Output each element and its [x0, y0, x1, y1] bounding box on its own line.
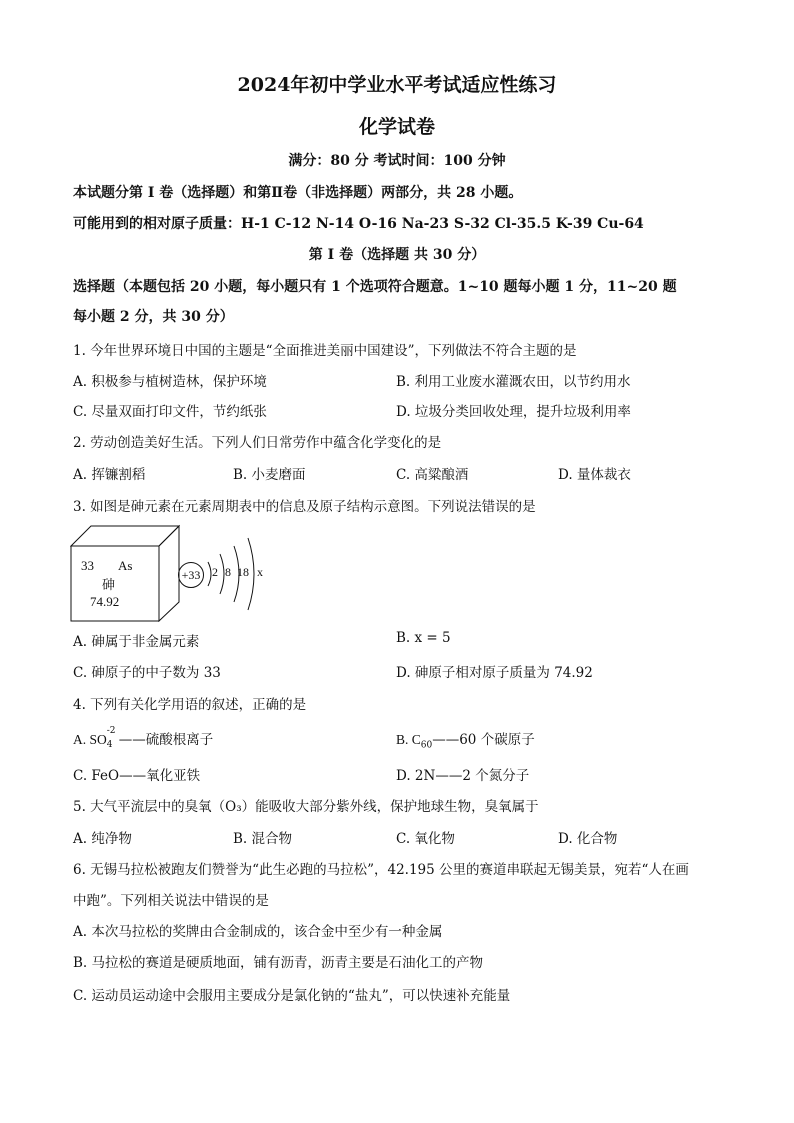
- question-6-option-a: A. 本次马拉松的奖牌由合金制成的，该合金中至少有一种金属: [73, 924, 443, 940]
- question-3-option-d: D. 砷原子相对原子质量为 74.92: [396, 665, 593, 681]
- question-1-option-a: A. 积极参与植树造林，保护环境: [73, 374, 267, 390]
- nucleus: +33: [178, 562, 204, 588]
- exam-title: 2024年初中学业水平考试适应性练习: [237, 74, 557, 96]
- periodic-table-cell: [70, 522, 180, 622]
- question-1-stem: 1. 今年世界环境日中国的主题是“全面推进美丽中国建设”，下列做法不符合主题的是: [73, 343, 577, 359]
- question-3-option-a: A. 砷属于非金属元素: [73, 634, 200, 650]
- element-name: 砷: [102, 578, 116, 593]
- atomic-mass: 74.92: [90, 594, 120, 609]
- question-5-option-c: C. 氧化物: [396, 831, 455, 847]
- question-5-stem: 5. 大气平流层中的臭氧（O₃）能吸收大部分紫外线，保护地球生物，臭氧属于: [73, 799, 539, 815]
- subscript-60: 60: [420, 740, 433, 751]
- atomic-structure-diagram: [176, 532, 276, 612]
- question-3-option-b: B. x = 5: [396, 630, 451, 646]
- question-6-option-b: B. 马拉松的赛道是硬质地面，铺有沥青，沥青主要是石油化工的产物: [73, 955, 484, 971]
- question-2-stem: 2. 劳动创造美好生活。下列人们日常劳作中蕴含化学变化的是: [73, 435, 442, 451]
- atomic-masses-line: 可能用到的相对原子质量：H-1 C-12 N-14 O-16 Na-23 S-32 Cl-35.5 K-39 Cu-64: [73, 216, 644, 232]
- section-instruction-1: 选择题（本题包括 20 小题，每小题只有 1 个选项符合题意。1~10 题每小题 1 分，11~20 题: [73, 279, 677, 295]
- intro-line-1: 本试题分第 I 卷（选择题）和第Ⅱ卷（非选择题）两部分，共 28 小题。: [73, 185, 523, 201]
- option-b-formula: B. C: [396, 732, 421, 747]
- question-4-option-c: C. FeO——氧化亚铁: [73, 768, 201, 784]
- question-4-option-b: [396, 728, 535, 751]
- question-6-option-c: C. 运动员运动途中会服用主要成分是氯化钠的“盐丸”，可以快速补充能量: [73, 988, 511, 1004]
- shell-2-electrons: 8: [225, 565, 231, 579]
- charge-superscript: -2: [106, 725, 116, 736]
- question-5-option-b: B. 混合物: [233, 831, 293, 847]
- shell-3-electrons: 18: [237, 565, 249, 579]
- question-5-option-a: A. 纯净物: [73, 831, 132, 847]
- section-instruction-2: 每小题 2 分，共 30 分）: [73, 309, 234, 325]
- question-4-option-d: D. 2N——2 个氮分子: [396, 768, 530, 784]
- shell-4-electrons: x: [257, 565, 263, 579]
- question-1-option-c: C. 尽量双面打印文件，节约纸张: [73, 404, 267, 420]
- question-2-option-d: D. 量体裁衣: [558, 467, 631, 483]
- element-symbol: As: [118, 558, 133, 573]
- option-b-text: ——60 个碳原子: [432, 732, 535, 748]
- question-2-option-c: C. 高粱酿酒: [396, 467, 469, 483]
- question-6-stem-line-2: 中跑”。下列相关说法中错误的是: [73, 893, 269, 909]
- option-a-formula: A. SO: [73, 732, 107, 747]
- question-5-option-d: D. 化合物: [558, 831, 618, 847]
- question-2-option-a: A. 挥镰割稻: [73, 467, 146, 483]
- exam-meta: 满分：80 分 考试时间：100 分钟: [288, 153, 506, 169]
- question-2-option-b: B. 小麦磨面: [233, 467, 306, 483]
- subject-title: 化学试卷: [358, 116, 435, 138]
- question-3-option-c: C. 砷原子的中子数为 33: [73, 665, 221, 681]
- question-6-stem-line-1: 6. 无锡马拉松被跑友们赞誉为“此生必跑的马拉松”，42.195 公里的赛道串联起无锡美景，宛若“人在画: [73, 862, 689, 878]
- question-4-option-a: [73, 725, 214, 750]
- option-a-text: ——硫酸根离子: [118, 732, 214, 748]
- shell-1-electrons: 2: [212, 565, 218, 579]
- question-4-stem: 4. 下列有关化学用语的叙述，正确的是: [73, 697, 307, 713]
- section-title: 第 I 卷（选择题 共 30 分）: [308, 247, 486, 263]
- atomic-number: 33: [81, 558, 94, 573]
- question-3-stem: 3. 如图是砷元素在元素周期表中的信息及原子结构示意图。下列说法错误的是: [73, 499, 536, 515]
- question-1-option-b: B. 利用工业废水灌溉农田，以节约用水: [396, 374, 631, 390]
- question-1-option-d: D. 垃圾分类回收处理，提升垃圾利用率: [396, 404, 631, 420]
- subscript-4: 4: [106, 739, 113, 750]
